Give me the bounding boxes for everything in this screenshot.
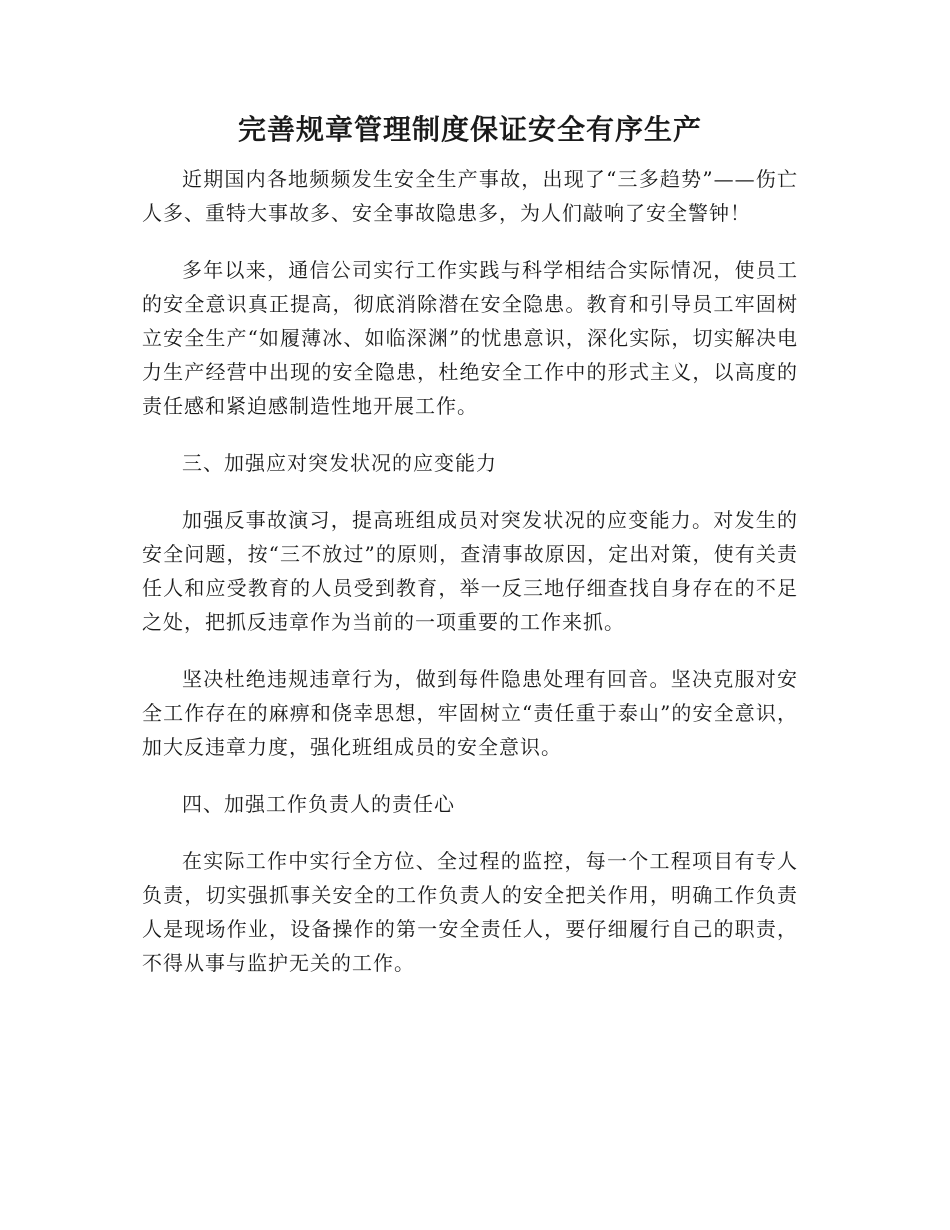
paragraph-full-monitoring: 在实际工作中实行全方位、全过程的监控，每一个工程项目有专人负责，切实强抓事关安全的工作负责人的安全把关作用，明确工作负责人是现场作业，设备操作的第一安全责任人，要仔细履行自己的职责，不得从事与监护无关的工作。 [142, 849, 798, 975]
paragraph-safety-awareness: 多年以来，通信公司实行工作实践与科学相结合实际情况，使员工的安全意识真正提高，彻底消除潜在安全隐患。教育和引导员工牢固树立安全生产“如履薄冰、如临深渊”的忧患意识，深化实际，切实解决电力生产经营中出现的安全隐患，杜绝安全工作中的形式主义，以高度的责任感和紧迫感制造性地开展工作。 [142, 258, 798, 418]
document-title: 完善规章管理制度保证安全有序生产 [237, 113, 702, 146]
paragraph-anti-accident-drills: 加强反事故演习，提高班组成员对突发状况的应变能力。对发生的安全问题，按“三不放过”的原则，查清事故原因，定出对策，使有关责任人和应受教育的人员受到教育，举一反三地仔细查找自身存在的不足之处，把抓反违章作为当前的一项重要的工作来抓。 [142, 508, 798, 634]
document-body [142, 110, 798, 1003]
paragraph-intro: 近期国内各地频频发生安全生产事故，出现了“三多趋势”——伤亡人多、重特大事故多、安全事故隐患多，为人们敲响了安全警钟！ [142, 167, 798, 225]
section-heading-emergency-response: 三、加强应对突发状况的应变能力 [182, 451, 497, 475]
section-heading-responsibility: 四、加强工作负责人的责任心 [182, 792, 455, 816]
paragraph-eliminate-violations: 坚决杜绝违规违章行为，做到每件隐患处理有回音。坚决克服对安全工作存在的麻痹和侥幸思想，牢固树立“责任重于泰山”的安全意识，加大反违章力度，强化班组成员的安全意识。 [142, 667, 798, 759]
